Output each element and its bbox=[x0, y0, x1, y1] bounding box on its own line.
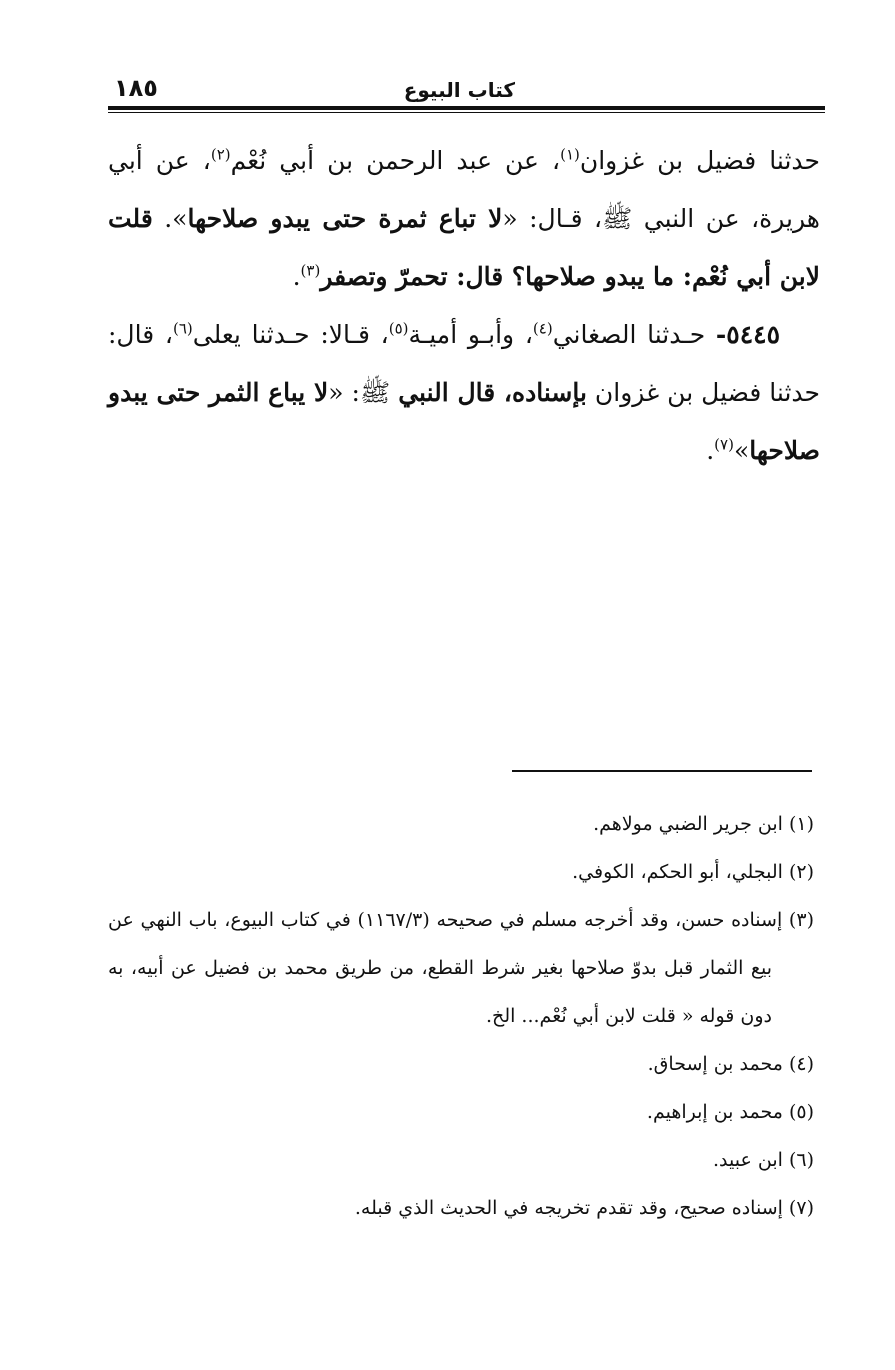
text-run: ». bbox=[152, 204, 188, 233]
header-rule-thick bbox=[108, 106, 825, 110]
text-run: ، عن أبي هريرة، عن النبي ﷺ، قـال: « bbox=[108, 146, 820, 233]
footnote-ref: (٥) bbox=[388, 319, 409, 338]
text-run: ، عن عبد الرحمن بن أبي نُعْم bbox=[230, 146, 561, 175]
text-run: حدثنا فضيل بن غزوان bbox=[579, 146, 820, 175]
footnote-ref: (٤) bbox=[532, 319, 553, 338]
chapter-title: كتاب البيوع bbox=[403, 78, 515, 102]
text-run: حـدثنا الصغاني bbox=[552, 320, 716, 349]
footnote-4: (٤) محمد بن إسحاق. bbox=[647, 1053, 814, 1075]
hadith-paragraph-1 bbox=[108, 132, 820, 306]
text-run: ، قـالا: حـدثنا يعلى bbox=[192, 320, 389, 349]
page-number: ١٨٥ bbox=[114, 74, 158, 102]
hadith-number: ٥٤٤٥- bbox=[715, 320, 781, 349]
footnote-ref: (٢) bbox=[210, 145, 231, 164]
footnote-1: (١) ابن جرير الضبي مولاهم. bbox=[593, 813, 814, 835]
text-run: » bbox=[733, 436, 750, 465]
footnote-7: (٧) إسناده صحيح، وقد تقدم تخريجه في الحديث الذي قبله. bbox=[354, 1197, 814, 1219]
text-run: ، قال: حدثنا فضيل بن غزوان bbox=[108, 320, 820, 407]
bold-text: لا تباع ثمرة حتى يبدو صلاحها bbox=[187, 204, 503, 233]
footnote-6: (٦) ابن عبيد. bbox=[713, 1149, 814, 1171]
text-run: ، وأبـو أميـة bbox=[408, 320, 533, 349]
bold-text: لا يباع الثمر حتى يبدو صلاحها bbox=[108, 378, 820, 465]
footnote-3: (٣) إسناده حسن، وقد أخرجه مسلم في صحيحه (١١٦٧/٣) في كتاب البيوع، باب النهي عن بيع الثمار قبل بدوّ صلاحها بغير شرط القطع، من طريق محمد بن فضيل عن أبيه، به دون قوله « قلت لابن أبي نُعْم... الخ. bbox=[108, 909, 814, 1027]
header-rule-thin bbox=[108, 112, 825, 113]
bold-text: قلت لابن أبي نُعْم: ما يبدو صلاحها؟ قال: تحمرّ وتصفر bbox=[108, 204, 820, 291]
bold-text: بإسناده، قال النبي bbox=[398, 378, 587, 407]
hadith-paragraph-2 bbox=[108, 306, 820, 480]
footnote-5: (٥) محمد بن إبراهيم. bbox=[646, 1101, 814, 1123]
footnote-ref: (٣) bbox=[300, 261, 321, 280]
text-run: ﷺ: « bbox=[328, 378, 399, 407]
main-text bbox=[108, 132, 820, 480]
footnote-separator bbox=[512, 770, 812, 772]
footnote-ref: (١) bbox=[560, 145, 580, 164]
footnote-ref: (٧) bbox=[714, 435, 734, 454]
text-run: . bbox=[292, 262, 301, 291]
footnote-ref: (٦) bbox=[172, 319, 193, 338]
text-run: . bbox=[706, 436, 715, 465]
footnotes bbox=[108, 800, 814, 1232]
running-header bbox=[108, 72, 825, 108]
footnote-2: (٢) البجلي، أبو الحكم، الكوفي. bbox=[572, 861, 814, 883]
